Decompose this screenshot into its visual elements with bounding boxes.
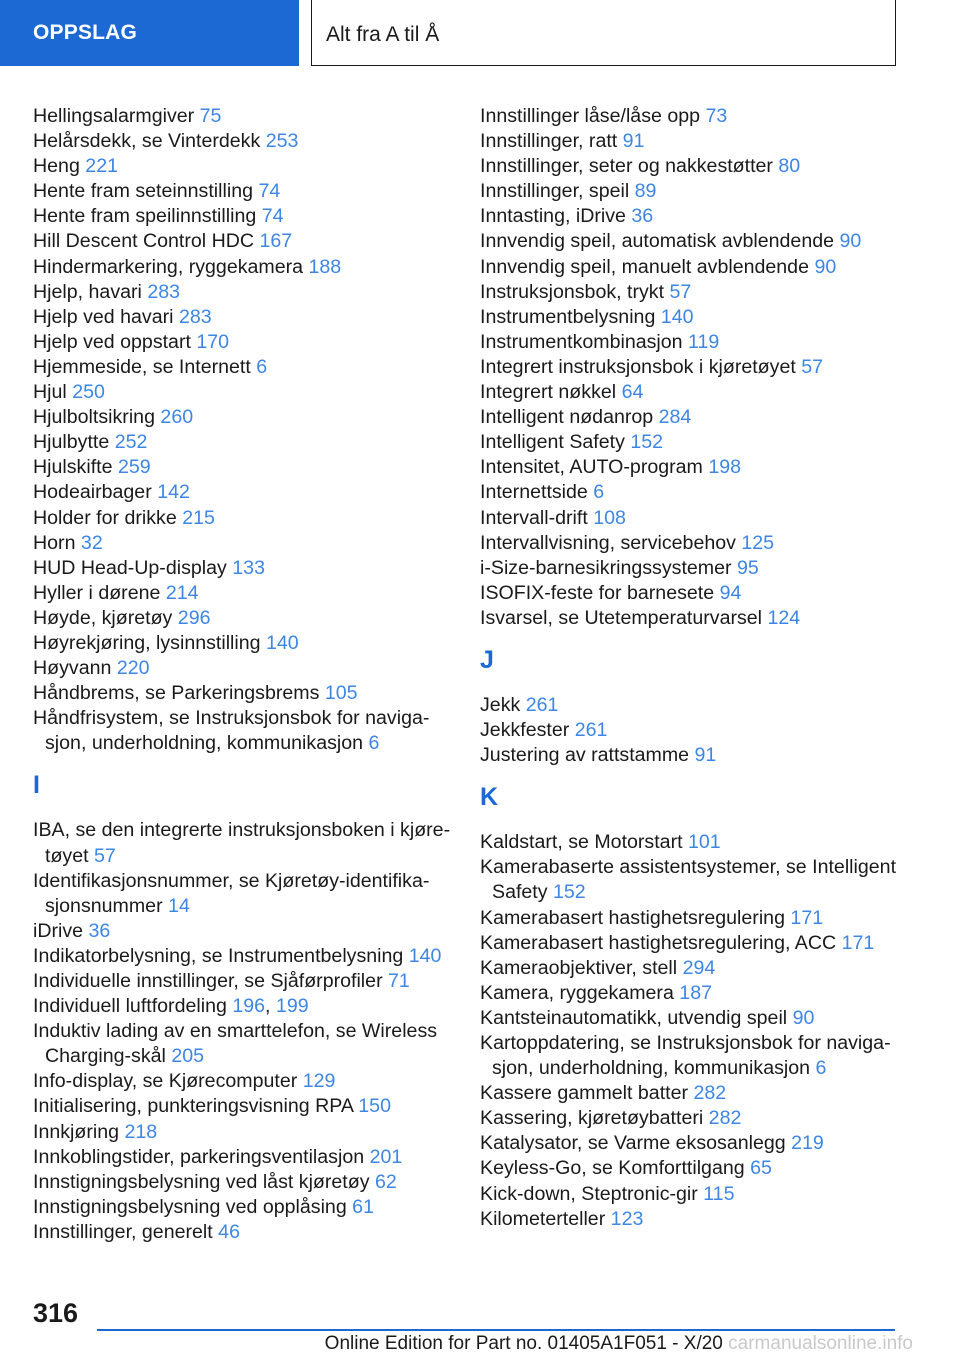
index-entry — [480, 1006, 900, 1031]
page-reference-link[interactable]: 253 — [265, 130, 299, 153]
page-reference-link[interactable]: 196 — [232, 995, 266, 1018]
index-column-left — [33, 104, 453, 1245]
index-term: Innstillinger låse/låse opp — [480, 105, 706, 127]
page-reference-link[interactable]: 188 — [308, 255, 342, 278]
page-reference-link[interactable]: 32 — [80, 531, 103, 554]
page-reference-link[interactable]: 94 — [719, 581, 742, 604]
index-entry — [33, 969, 453, 994]
index-term: Hente fram seteinnstilling — [33, 180, 259, 203]
page-reference-link[interactable]: 6 — [593, 481, 605, 504]
index-term: Isvarsel, se Utetemperaturvarsel — [480, 606, 768, 629]
index-entry — [480, 305, 900, 330]
index-term: Innvendig speil, automatisk avblendende — [480, 230, 840, 253]
page-reference-link[interactable]: 259 — [117, 456, 151, 479]
page-reference-link[interactable]: 167 — [259, 230, 293, 253]
page-reference-link[interactable]: 283 — [178, 305, 212, 328]
index-entry — [33, 656, 453, 681]
index-entry — [480, 1031, 900, 1081]
index-entry — [480, 1081, 900, 1106]
page-reference-link[interactable]: 36 — [88, 919, 111, 942]
index-entry — [480, 154, 900, 179]
page-reference-link[interactable]: 74 — [258, 180, 281, 203]
page-reference-link[interactable]: 150 — [358, 1095, 391, 1118]
index-entry — [33, 430, 453, 455]
page-reference-link[interactable]: 75 — [199, 105, 222, 127]
index-entry — [480, 506, 900, 531]
page-reference-link[interactable]: 119 — [688, 330, 720, 353]
page-reference-link[interactable]: 64 — [621, 381, 644, 404]
index-term: Keyless-Go, se Komforttilgang — [480, 1157, 751, 1180]
index-term: Kamerabaserte assistentsystemer, se Intelligent Safety — [480, 856, 897, 904]
index-term: Horn — [33, 531, 81, 554]
page-reference-link[interactable]: 201 — [369, 1145, 403, 1168]
page-reference-link[interactable]: 133 — [232, 556, 265, 579]
index-entry — [480, 104, 900, 129]
index-term: Instrumentkombinasjon — [480, 330, 689, 353]
page-reference-link[interactable]: 57 — [94, 844, 116, 867]
page-reference-link[interactable]: 90 — [792, 1006, 815, 1029]
index-entry — [480, 693, 900, 718]
page-reference-link[interactable]: 108 — [593, 506, 626, 529]
index-term: Hjelp ved oppstart — [33, 330, 197, 353]
index-term: Høyvann — [33, 657, 117, 680]
index-term: ISOFIX-feste for barnesete — [480, 581, 720, 604]
page-reference-link[interactable]: 57 — [669, 280, 692, 303]
index-entry — [33, 1145, 453, 1170]
index-entry — [480, 581, 900, 606]
index-term: Hyller i dørene — [33, 581, 166, 604]
index-entry — [480, 556, 900, 581]
index-term: Hjulboltsikring — [33, 406, 161, 429]
index-entry — [33, 229, 453, 254]
page-reference-link[interactable]: 221 — [85, 155, 118, 178]
index-entry — [480, 931, 900, 956]
footer-rule — [97, 1329, 895, 1331]
index-entry — [480, 129, 900, 154]
index-term: IBA, se den integrerte instruksjonsboken i kjøre‐tøyet — [33, 819, 451, 867]
index-term: Integrert instruksjonsbok i kjøretøyet — [480, 355, 802, 378]
index-term: Innstillinger, speil — [480, 180, 635, 203]
index-letter-heading: K — [480, 783, 499, 812]
index-term: Hjul — [33, 381, 73, 404]
index-entry — [33, 706, 453, 756]
index-term: Jekk — [480, 693, 526, 716]
index-entry — [480, 743, 900, 768]
index-term: Innstigningsbelysning ved låst kjøretøy — [33, 1170, 375, 1193]
page-reference-link[interactable]: 61 — [352, 1195, 374, 1218]
watermark: carmanualsonline.info — [728, 1333, 913, 1354]
index-term: Hellingsalarmgiver — [33, 105, 200, 127]
index-entry — [480, 330, 900, 355]
index-term: Høyde, kjøretøy — [33, 606, 178, 629]
index-term: Initialisering, punkteringsvisning RPA — [33, 1095, 359, 1118]
page-reference-link[interactable]: 74 — [261, 205, 284, 228]
index-entry — [480, 956, 900, 981]
index-term: i-Size-barnesikringssystemer — [480, 556, 737, 579]
index-term: iDrive — [33, 919, 89, 942]
index-term: Katalysator, se Varme eksosanlegg — [480, 1132, 792, 1155]
index-entry — [480, 204, 900, 229]
page-reference-link[interactable]: 91 — [694, 744, 717, 767]
index-term: Kamerabasert hastighetsregulering — [480, 906, 791, 929]
page-reference-link[interactable]: 142 — [157, 481, 190, 504]
index-term: Hjulbytte — [33, 431, 115, 454]
section-tab: OPPSLAG — [0, 0, 299, 66]
index-entry — [33, 1094, 453, 1119]
index-entry — [33, 506, 453, 531]
page-reference-link[interactable]: 80 — [778, 155, 801, 178]
index-entry — [33, 581, 453, 606]
index-term: Hodeairbager — [33, 481, 158, 504]
index-term: Kartoppdatering, se Instruksjonsbok for naviga‐sjon, underholdning, kommunikasjon — [480, 1032, 891, 1080]
index-entry — [480, 1131, 900, 1156]
index-entry — [480, 606, 900, 631]
index-entry — [33, 305, 453, 330]
page-reference-link[interactable]: 218 — [124, 1120, 158, 1143]
index-entry — [480, 405, 900, 430]
index-entry — [33, 631, 453, 656]
index-term: Intelligent Safety — [480, 431, 631, 454]
index-term: Kassere gammelt batter — [480, 1082, 694, 1105]
index-term: Intervallvisning, servicebehov — [480, 531, 742, 554]
index-term: Justering av rattstamme — [480, 744, 695, 767]
page-reference-link[interactable]: 170 — [196, 330, 230, 353]
index-entry — [33, 531, 453, 556]
index-entry — [33, 154, 453, 179]
index-entry — [480, 355, 900, 380]
page-reference-link[interactable]: 171 — [790, 906, 824, 929]
index-term: Håndbrems, se Parkeringsbrems — [33, 682, 325, 705]
page-reference-link[interactable]: 105 — [324, 682, 358, 705]
index-term: Induktiv lading av en smarttelefon, se Wireless Charging-skål — [33, 1020, 438, 1068]
index-term: Individuelle innstillinger, se Sjåførprofiler — [33, 970, 389, 992]
page-reference-link[interactable]: 199 — [275, 995, 309, 1018]
index-entry — [480, 255, 900, 280]
index-term: Hente fram speilinnstilling — [33, 205, 262, 228]
index-term: Hjelp ved havari — [33, 305, 179, 328]
index-entry — [33, 104, 453, 129]
index-entry — [480, 718, 900, 743]
page-reference-link[interactable]: 214 — [165, 581, 199, 604]
page-reference-link[interactable]: 250 — [72, 381, 105, 404]
index-term: Kassering, kjøretøybatteri — [480, 1107, 709, 1130]
page-reference-link[interactable]: 198 — [708, 456, 742, 479]
index-entry — [33, 556, 453, 581]
page-reference-link[interactable]: 46 — [218, 1220, 240, 1243]
page-reference-link[interactable]: 129 — [302, 1070, 336, 1093]
index-entry — [480, 1207, 900, 1232]
page-reference-link[interactable]: 284 — [658, 406, 692, 429]
index-entry — [33, 255, 453, 280]
page-reference-link[interactable]: 6 — [256, 355, 268, 378]
page-reference-link[interactable]: 171 — [841, 931, 875, 954]
index-term: Kantsteinautomatikk, utvendig speil — [480, 1006, 793, 1029]
index-entry — [33, 1170, 453, 1195]
page-reference-link[interactable]: 65 — [750, 1157, 772, 1180]
page-reference-link[interactable]: 215 — [182, 506, 215, 529]
page-reference-link[interactable]: 62 — [374, 1170, 397, 1193]
index-term: Intelligent nødanrop — [480, 406, 659, 429]
index-term: Instrumentbelysning — [480, 305, 661, 328]
index-entry — [33, 944, 453, 969]
index-term: Innvendig speil, manuelt avblendende — [480, 255, 815, 278]
index-term: Innstillinger, seter og nakkestøtter — [480, 155, 779, 178]
index-term: Helårsdekk, se Vinterdekk — [33, 130, 266, 153]
page-reference-link[interactable]: 101 — [687, 831, 721, 854]
page-reference-link[interactable]: 187 — [679, 981, 712, 1004]
page-reference-link[interactable]: 115 — [703, 1182, 735, 1205]
page-reference-link[interactable]: 125 — [741, 531, 775, 554]
index-term: Hjemmeside, se Internett — [33, 355, 257, 378]
index-entry — [480, 906, 900, 931]
index-entry — [480, 455, 900, 480]
page-reference-link[interactable]: 14 — [168, 894, 190, 917]
index-entry — [33, 1120, 453, 1145]
index-entry — [480, 1106, 900, 1131]
index-entry — [33, 330, 453, 355]
index-term: Innkoblingstider, parkeringsventilasjon — [33, 1145, 370, 1168]
index-entry — [33, 869, 453, 919]
page-reference-link[interactable]: 152 — [553, 881, 586, 904]
index-term: Instruksjonsbok, trykt — [480, 280, 670, 303]
page-reference-link[interactable]: 90 — [839, 230, 862, 253]
index-term: Internettside — [480, 481, 594, 504]
page-reference-link[interactable]: 140 — [266, 631, 299, 654]
index-entry — [480, 480, 900, 505]
index-term: Jekkfester — [480, 719, 575, 742]
index-entry — [33, 129, 453, 154]
index-term: Individuell luftfordeling — [33, 995, 233, 1018]
index-entry — [480, 380, 900, 405]
page-reference-link[interactable]: 73 — [705, 105, 728, 127]
page-reference-link[interactable]: 90 — [814, 255, 837, 278]
index-entry — [33, 606, 453, 631]
index-term: Innkjøring — [33, 1120, 125, 1143]
index-term: Kameraobjektiver, stell — [480, 956, 683, 979]
index-entry — [33, 280, 453, 305]
page-reference-link[interactable]: 36 — [631, 205, 654, 228]
index-entry — [480, 531, 900, 556]
index-entry — [33, 818, 453, 868]
index-entry — [33, 405, 453, 430]
page-reference-link[interactable]: 123 — [610, 1207, 644, 1230]
edition-text: Online Edition for Part no. 01405A1F051 - X/20 — [324, 1333, 723, 1354]
page-reference-link[interactable]: 95 — [736, 556, 759, 579]
index-term: Innstillinger, generelt — [33, 1220, 219, 1243]
page-reference-link[interactable]: 219 — [791, 1132, 824, 1155]
index-term: Hill Descent Control HDC — [33, 230, 260, 253]
index-term: Info-display, se Kjørecomputer — [33, 1070, 303, 1093]
index-term: Kaldstart, se Motorstart — [480, 831, 688, 854]
page-reference-link[interactable]: 296 — [177, 606, 211, 629]
index-entry — [33, 355, 453, 380]
index-entry — [480, 179, 900, 204]
index-entry — [33, 1195, 453, 1220]
page-reference-link[interactable]: 261 — [574, 719, 608, 742]
page-reference-link[interactable]: 282 — [708, 1107, 742, 1130]
index-entry — [33, 480, 453, 505]
page-title: Alt fra A til Å — [311, 0, 896, 66]
index-term: Hjulskifte — [33, 456, 118, 479]
index-entry — [480, 229, 900, 254]
page-reference-link[interactable]: 6 — [815, 1057, 827, 1080]
index-term: Kick-down, Steptronic-gir — [480, 1182, 704, 1205]
page-reference-link[interactable]: 294 — [682, 956, 716, 979]
index-entry — [33, 380, 453, 405]
index-entry — [33, 1220, 453, 1245]
index-term: Holder for drikke — [33, 506, 183, 529]
index-term: Kamera, ryggekamera — [480, 981, 680, 1004]
page-reference-link[interactable]: 152 — [630, 431, 664, 454]
index-entry — [480, 830, 900, 855]
index-entry — [33, 455, 453, 480]
index-entry — [480, 1182, 900, 1207]
footer-edition — [325, 1333, 913, 1355]
index-term: Høyrekjøring, lysinnstilling — [33, 631, 267, 654]
index-entry — [33, 1069, 453, 1094]
index-column-right — [480, 104, 900, 1232]
index-entry — [480, 280, 900, 305]
page-reference-link[interactable]: 57 — [801, 355, 824, 378]
page-reference-link[interactable]: 140 — [408, 944, 442, 967]
page-reference-link[interactable]: 124 — [767, 606, 801, 629]
page-reference-link[interactable]: 283 — [147, 280, 181, 303]
index-term: Kilometerteller — [480, 1207, 611, 1230]
index-entry — [480, 430, 900, 455]
index-term: Inntasting, iDrive — [480, 205, 632, 228]
index-term: Innstigningsbelysning ved opplåsing — [33, 1195, 353, 1218]
page-reference-link[interactable]: 205 — [171, 1045, 205, 1068]
index-entry — [33, 919, 453, 944]
page-reference-link[interactable]: 91 — [622, 130, 645, 153]
index-term: HUD Head-Up-display — [33, 556, 233, 579]
index-term: Identifikasjonsnummer, se Kjøretøy-identifika‐sjonsnummer — [33, 869, 430, 917]
index-term: Heng — [33, 155, 86, 178]
index-entry — [33, 204, 453, 229]
index-term: Hjelp, havari — [33, 280, 148, 303]
index-term: Intervall-drift — [480, 506, 594, 529]
index-letter-heading: I — [33, 771, 40, 800]
index-term: Kamerabasert hastighetsregulering, ACC — [480, 931, 842, 954]
index-entry — [33, 1019, 453, 1069]
page-reference-link[interactable]: 260 — [160, 406, 194, 429]
index-term: Håndfrisystem, se Instruksjonsbok for naviga‐sjon, underholdning, kommunikasjon — [33, 707, 430, 755]
index-entry — [33, 179, 453, 204]
page-reference-link[interactable]: 89 — [634, 180, 657, 203]
index-entry: Individuell luftfordeling 196, 199 — [33, 995, 309, 1018]
index-term: Indikatorbelysning, se Instrumentbelysning — [33, 944, 409, 967]
page-reference-link[interactable]: 140 — [660, 305, 694, 328]
index-term: Innstillinger, ratt — [480, 130, 623, 153]
index-term: Integrert nøkkel — [480, 381, 622, 404]
index-entry — [480, 1156, 900, 1181]
index-entry — [480, 855, 900, 905]
page-reference-link[interactable]: 282 — [693, 1082, 727, 1105]
index-entry — [480, 981, 900, 1006]
index-term: Intensitet, AUTO-program — [480, 456, 709, 479]
page-reference-link[interactable]: 6 — [368, 732, 380, 755]
page-reference-link[interactable]: 261 — [525, 693, 559, 716]
index-entry — [33, 681, 453, 706]
page-number: 316 — [33, 1298, 79, 1328]
index-letter-heading: J — [480, 645, 494, 674]
page-reference-link[interactable]: 220 — [116, 657, 150, 680]
page-reference-link[interactable]: 71 — [388, 970, 410, 992]
page-reference-link[interactable]: 252 — [114, 431, 148, 454]
index-term: Hindermarkering, ryggekamera — [33, 255, 309, 278]
